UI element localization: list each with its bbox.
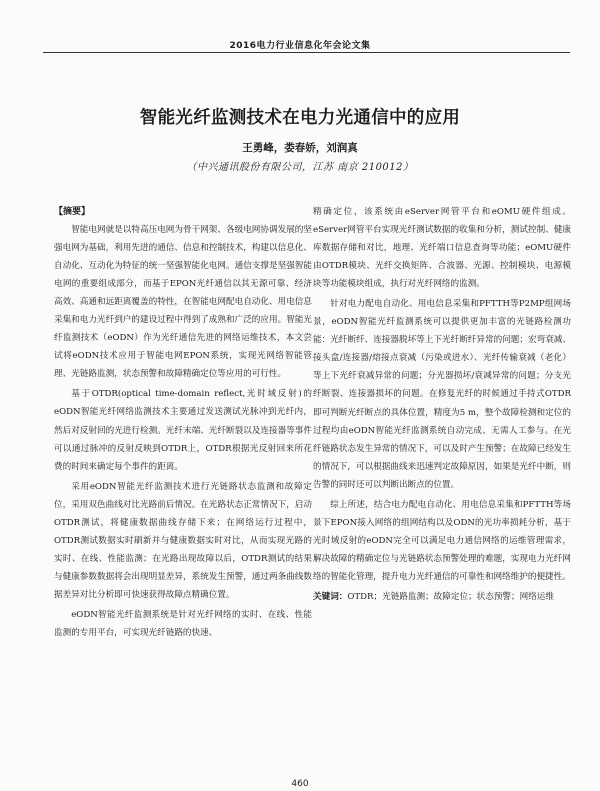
body-paragraph: 基于OTDR(optical time-domain reflect,光时域反射)的eODN智能光纤网络监测技术主要通过发送测试光脉冲到光纤内，然后对反射回的光进行检测。光纤末端、光纤断裂以及连接器等事件可以通过脉冲的反射反映到OTDR上，OTDR根据光反射回来所花费的时间来确定每个事件的距离。	[54, 389, 312, 472]
right-column	[313, 203, 571, 606]
page-number: 460	[291, 779, 309, 789]
keywords-label: 关键词：	[313, 591, 348, 602]
article-affiliation: （中兴通讯股份有限公司，江苏 南京 210012）	[186, 162, 414, 173]
abstract-paragraph: 智能电网就是以特高压电网为骨干网架、各级电网协调发展的坚强电网为基础，利用先进的通信、信息和控制技术，构建以信息化、自动化、互动化为特征的统一坚强智能化电网。通信支撑是坚强智能电网的重要组成部分，而基于EPON光纤通信以其无源可靠、经济高效、高通和远距离覆盖的特性，在智能电网配电自动化、用电信息采集和电力光纤到户的建设过程中得到了成熟和广泛的应用。智能光纤监测技术（eODN）作为光纤通信先进的网络运维技术，本文尝试将eODN技术应用于智能电网EPON系统，实现光网络智能管理、光链路监测，状态预警和故障精确定位等应用的可行性。	[54, 225, 312, 380]
body-paragraph: 针对电力配电自动化、用电信息采集和PFTTH等P2MP组网场景，eODN智能光纤监测系统可以提供更加丰富的光链路检测功能：光纤断纤、连接器脱坏等上下光纤断纤异常的问题；宏弯衰减、接头盒/连接器/熔接点衰减（污染或进水）、光纤传输衰减（老化）等上下光纤衰减异常的问题；分光器损坏/衰减异常的问题；分支光纤断裂、连接器损坏的问题。在修复光纤的时候通过手持式OTDR即可判断光纤断点的具体位置，精度为5 m，整个故障检测和定位的过程均由eODN智能光纤监测系统自动完成、无需人工参与。在光纤链路状态发生异常的情况下，可以及时产生预警；在故障已经发生的情况下，可以根据曲线来迅速判定故障原因，如果是光纤中断，则告警的同时还可以判断出断点的位置。	[313, 299, 571, 490]
left-column	[54, 203, 312, 642]
body-paragraph: 综上所述，结合电力配电自动化、用电信息采集和PFTTH等场景下EPON接入网络的组网结构以及ODN的光功率损耗分析，基于光时域反射的eODN完全可以满足电力通信网络的运维管理需求，解决故障的精确定位与光链路状态预警处理的难题，实现电力光纤网络的智能化管理，提升电力光纤通信的可靠性和网络维护的便捷性。	[313, 499, 571, 582]
running-header: 2016电力行业信息化年会论文集	[229, 41, 371, 51]
keywords-text: OTDR；光链路监测；故障定位；状态预警；网络运维	[347, 591, 554, 602]
body-paragraph: eODN智能光纤监测系统是针对光纤网络的实时、在线、性能监测的专用平台，可实现光纤链路的快速、	[54, 609, 312, 639]
body-paragraph: 精确定位，该系统由eServer网管平台和eOMU硬件组成。eServer网管平台实现光纤测试数据的收集和分析，测试控制、健康库数据存储和对比，地理、光纤端口信息查询等功能；eOMU硬件由OTDR模块、光纤交换矩阵、合波器、光源、控制模块、电源模块等功能模块组成，执行对光纤网络的监测。	[313, 207, 571, 290]
article-authors: 王勇峰，娄春娇，刘润真	[242, 142, 358, 154]
body-paragraph: 采用eODN智能光纤监测技术进行光链路状态监测和故障定位，采用双色曲线对比光路前后情况。在光路状态正常情况下，启动OTDR测试，将健康数据曲线存储下来；在网络运行过程中，OTDR测试数据实时刷新并与健康数据实时对比，从而实现光路的实时、在线、性能监测；在光路出现故障以后，OTDR测试的结果与健康参数数据将会出现明显差异，系统发生预警，通过两条曲线数据差异对比分析即可快速获得故障点精确位置。	[54, 481, 312, 600]
header-rule	[43, 52, 570, 53]
keywords-line	[313, 588, 571, 606]
abstract-label: 【摘要】	[54, 207, 91, 217]
article-title: 智能光纤监测技术在电力光通信中的应用	[139, 108, 461, 128]
